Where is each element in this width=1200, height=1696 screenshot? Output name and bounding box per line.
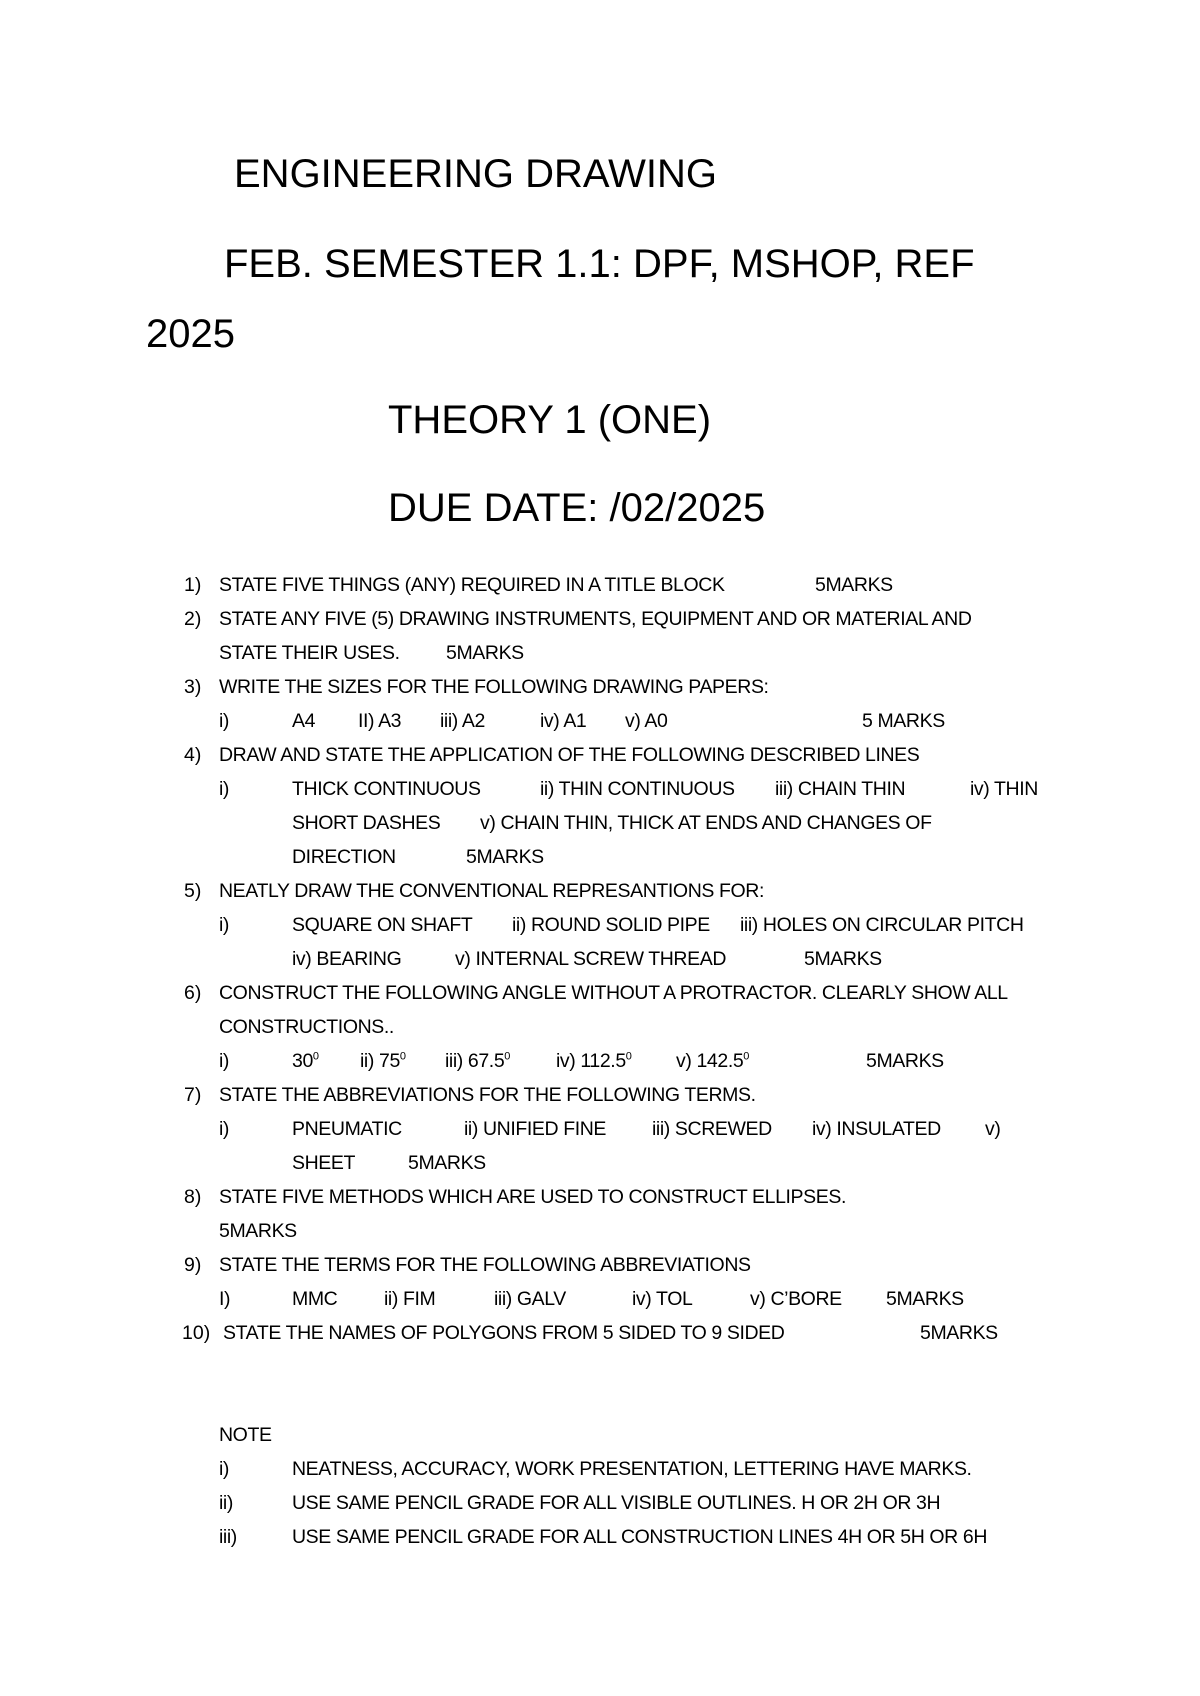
question-number: 2): [184, 608, 202, 630]
marks-label: 5 MARKS: [862, 710, 945, 732]
theory-heading: THEORY 1 (ONE): [388, 398, 712, 442]
question-text: STATE THE ABBREVIATIONS FOR THE FOLLOWING TERMS.: [219, 1084, 756, 1106]
sub-item: THICK CONTINUOUS: [292, 778, 481, 800]
angle-item: $30^0$: [292, 1050, 319, 1072]
degree-mark: 0: [504, 1050, 510, 1063]
marks-label: 5MARKS: [466, 846, 544, 868]
page-title: ENGINEERING DRAWING: [234, 152, 717, 196]
sub-item: PNEUMATIC: [292, 1118, 402, 1140]
sub-item: v) A0: [625, 710, 668, 732]
sub-item: v) CHAIN THIN, THICK AT ENDS AND CHANGES OF: [480, 812, 932, 834]
sub-item-label: i): [219, 710, 230, 732]
note-item: USE SAME PENCIL GRADE FOR ALL CONSTRUCTION LINES 4H OR 5H OR 6H: [292, 1526, 988, 1548]
note-item: NEATNESS, ACCURACY, WORK PRESENTATION, LETTERING HAVE MARKS.: [292, 1458, 972, 1480]
angle-item: ii) $75^0$: [360, 1050, 406, 1072]
note-item: USE SAME PENCIL GRADE FOR ALL VISIBLE OUTLINES. H OR 2H OR 3H: [292, 1492, 941, 1514]
question-text: NEATLY DRAW THE CONVENTIONAL REPRESANTIONS FOR:: [219, 880, 764, 902]
sub-item: ii) THIN CONTINUOUS: [540, 778, 735, 800]
question-number: 6): [184, 982, 202, 1004]
angle-item: v) 142.5$^0$: [676, 1050, 750, 1072]
degree-mark: 0: [625, 1050, 632, 1063]
question-text: STATE ANY FIVE (5) DRAWING INSTRUMENTS, EQUIPMENT AND OR MATERIAL AND: [219, 608, 972, 630]
question-number: 7): [184, 1084, 202, 1106]
sub-item: iv) BEARING: [292, 948, 402, 970]
marks-label: 5MARKS: [408, 1152, 486, 1174]
question-text: CONSTRUCT THE FOLLOWING ANGLE WITHOUT A PROTRACTOR. CLEARLY SHOW ALL: [219, 982, 1008, 1004]
due-date: DUE DATE: /02/2025: [388, 486, 766, 530]
question-text: WRITE THE SIZES FOR THE FOLLOWING DRAWING PAPERS:: [219, 676, 769, 698]
question-number: 10): [182, 1322, 211, 1344]
marks-label: 5MARKS: [815, 574, 893, 596]
sub-item: iv) THIN: [970, 778, 1038, 800]
question-number: 4): [184, 744, 202, 766]
question-text: STATE FIVE METHODS WHICH ARE USED TO CONSTRUCT ELLIPSES.: [219, 1186, 846, 1208]
marks-label: 5MARKS: [446, 642, 524, 664]
question-number: 3): [184, 676, 202, 698]
sub-item-cont: DIRECTION: [292, 846, 396, 868]
sub-item: iv) TOL: [632, 1288, 693, 1310]
question-text: STATE THE TERMS FOR THE FOLLOWING ABBREVIATIONS: [219, 1254, 751, 1276]
question-number: 8): [184, 1186, 202, 1208]
sub-item: v) C’BORE: [750, 1288, 842, 1310]
angle-item: iii) 67.5$^0$: [445, 1050, 510, 1072]
sub-item: iii) GALV: [494, 1288, 566, 1310]
sub-item-label: i): [219, 914, 230, 936]
sub-item-label: i): [219, 1118, 230, 1140]
marks-label: 5MARKS: [920, 1322, 998, 1344]
degree-mark: 0: [312, 1050, 319, 1063]
question-number: 9): [184, 1254, 202, 1276]
sub-item-cont: SHORT DASHES: [292, 812, 441, 834]
degree-mark: 0: [399, 1050, 406, 1063]
sub-item: ii) UNIFIED FINE: [464, 1118, 607, 1140]
question-text-cont: CONSTRUCTIONS..: [219, 1016, 394, 1038]
sub-item: MMC: [292, 1288, 338, 1310]
question-text: STATE FIVE THINGS (ANY) REQUIRED IN A TITLE BLOCK: [219, 574, 725, 596]
question-text: STATE THE NAMES OF POLYGONS FROM 5 SIDED TO 9 SIDED: [223, 1322, 785, 1344]
sub-item: iv) A1: [540, 710, 587, 732]
degree-mark: 0: [743, 1050, 750, 1063]
semester-line: FEB. SEMESTER 1.1: DPF, MSHOP, REF: [224, 242, 975, 286]
sub-item: SQUARE ON SHAFT: [292, 914, 473, 936]
sub-item-label: i): [219, 778, 230, 800]
marks-label: 5MARKS: [804, 948, 882, 970]
note-item-label: i): [219, 1458, 230, 1480]
question-text-cont: STATE THEIR USES.: [219, 642, 400, 664]
sub-item: A4: [292, 710, 316, 732]
marks-label: 5MARKS: [219, 1220, 297, 1242]
angle-item: iv) 112.5$^0$: [556, 1050, 632, 1072]
sub-item: iii) CHAIN THIN: [775, 778, 906, 800]
sub-item: iii) A2: [440, 710, 485, 732]
sub-item-label: i): [219, 1050, 230, 1072]
note-item-label: iii): [219, 1526, 237, 1548]
sub-item: iii) SCREWED: [652, 1118, 772, 1140]
note-title: NOTE: [219, 1424, 272, 1446]
sub-item: ii) ROUND SOLID PIPE: [512, 914, 710, 936]
question-number: 5): [184, 880, 202, 902]
question-number: 1): [184, 574, 202, 596]
sub-item-label: v): [985, 1118, 1001, 1140]
sub-item-label: I): [219, 1288, 231, 1310]
sub-item: v) INTERNAL SCREW THREAD: [455, 948, 727, 970]
sub-item: iv) INSULATED: [812, 1118, 941, 1140]
sub-item: iii) HOLES ON CIRCULAR PITCH: [740, 914, 1024, 936]
marks-label: 5MARKS: [886, 1288, 964, 1310]
note-item-label: ii): [219, 1492, 233, 1514]
sub-item: II) A3: [358, 710, 402, 732]
sub-item: ii) FIM: [384, 1288, 436, 1310]
year-line: 2025: [146, 312, 235, 356]
question-text: DRAW AND STATE THE APPLICATION OF THE FOLLOWING DESCRIBED LINES: [219, 744, 920, 766]
sub-item: SHEET: [292, 1152, 356, 1174]
marks-label: 5MARKS: [866, 1050, 944, 1072]
